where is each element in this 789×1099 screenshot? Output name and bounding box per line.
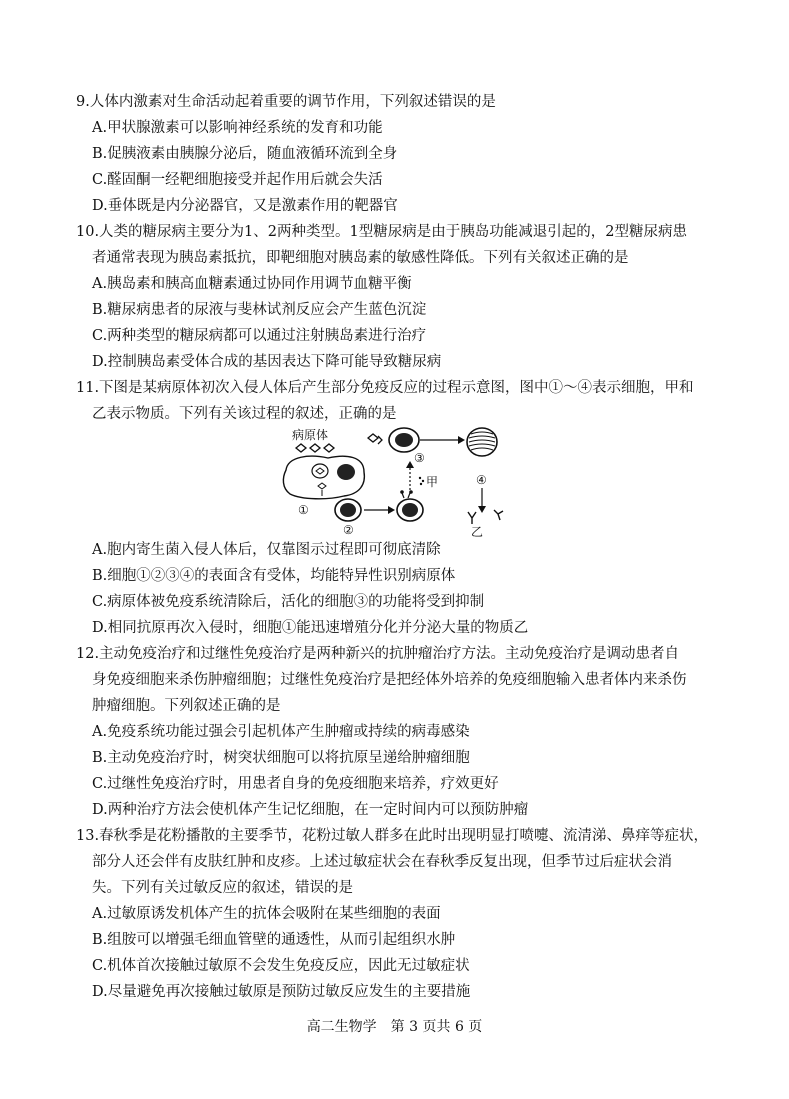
cell-4-label: ④ <box>476 473 487 487</box>
q10-option-c: C.两种类型的糖尿病都可以通过注射胰岛素进行治疗 <box>92 328 427 344</box>
page-footer: 高二生物学 第 3 页共 6 页 <box>306 1019 483 1035</box>
q13-stem-line3: 失。下列有关过敏反应的叙述，错误的是 <box>92 880 353 896</box>
q12-option-d: D.两种治疗方法会使机体产生记忆细胞，在一定时间内可以预防肿瘤 <box>92 802 529 818</box>
activated-cell-nucleus <box>402 503 418 517</box>
q11-stem-line1: 11.下图是某病原体初次入侵人体后产生部分免疫反应的过程示意图，图中①～④表示细胞，甲和 <box>76 380 694 396</box>
pathogen-label: 病原体 <box>292 428 329 442</box>
q13-option-c: C.机体首次接触过敏原不会发生免疫反应，因此无过敏症状 <box>92 958 470 974</box>
q12-option-b: B.主动免疫治疗时，树突状细胞可以将抗原呈递给肿瘤细胞 <box>92 750 470 766</box>
q10-stem-line1: 10.人类的糖尿病主要分为1、2两种类型。1型糖尿病是由于胰岛功能减退引起的，2型糖尿病患 <box>76 224 687 240</box>
q9-stem: 9.人体内激素对生命活动起着重要的调节作用，下列叙述错误的是 <box>76 94 496 110</box>
q13-option-a: A.过敏原诱发机体产生的抗体会吸附在某些细胞的表面 <box>92 906 441 922</box>
cell-3-label: ③ <box>414 451 425 465</box>
q11-stem-line2: 乙表示物质。下列有关该过程的叙述，正确的是 <box>92 406 397 422</box>
substance-jia-dots <box>419 477 424 485</box>
q12-stem-line3: 肿瘤细胞。下列叙述正确的是 <box>92 698 281 714</box>
q13-stem-line2: 部分人还会伴有皮肤红肿和皮疹。上述过敏症状会在春秋季反复出现，但季节过后症状会消 <box>92 854 672 870</box>
q11-option-b: B.细胞①②③④的表面含有受体，均能特异性识别病原体 <box>92 568 456 584</box>
jia-label: 甲 <box>426 475 439 489</box>
cell-2-nucleus <box>340 503 356 517</box>
cell-1-label: ① <box>298 503 309 517</box>
q13-option-d: D.尽量避免再次接触过敏原是预防过敏反应发生的主要措施 <box>92 984 471 1000</box>
q12-stem-line1: 12.主动免疫治疗和过继性免疫治疗是两种新兴的抗肿瘤治疗方法。主动免疫治疗是调动患者自 <box>76 646 680 662</box>
immune-response-diagram <box>280 426 530 538</box>
pathogen-particles <box>296 444 334 452</box>
q9-option-b: B.促胰液素由胰腺分泌后，随血液循环流到全身 <box>92 146 398 162</box>
q13-stem-line1: 13.春秋季是花粉播散的主要季节，花粉过敏人群多在此时出现明显打喷嚏、流清涕、鼻痒等症状， <box>76 828 709 844</box>
q11-option-c: C.病原体被免疫系统清除后，活化的细胞③的功能将受到抑制 <box>92 594 485 610</box>
cell-1-nucleus <box>337 464 355 480</box>
q11-option-a: A.胞内寄生菌入侵人体后，仅靠图示过程即可彻底清除 <box>92 542 441 558</box>
q12-option-a: A.免疫系统功能过强会引起机体产生肿瘤或持续的病毒感染 <box>92 724 470 740</box>
q9-option-a: A.甲状腺激素可以影响神经系统的发育和功能 <box>92 120 383 136</box>
q9-option-c: C.醛固酮一经靶细胞接受并起作用后就会失活 <box>92 172 383 188</box>
q10-stem-line2: 者通常表现为胰岛素抵抗，即靶细胞对胰岛素的敏感性降低。下列有关叙述正确的是 <box>92 250 629 266</box>
q10-option-b: B.糖尿病患者的尿液与斐林试剂反应会产生蓝色沉淀 <box>92 302 427 318</box>
q13-option-b: B.组胺可以增强毛细血管壁的通透性，从而引起组织水肿 <box>92 932 456 948</box>
q12-stem-line2: 身免疫细胞来杀伤肿瘤细胞；过继性免疫治疗是把经体外培养的免疫细胞输入患者体内来杀伤 <box>92 672 687 688</box>
antibody-yi <box>468 510 503 524</box>
q11-option-d: D.相同抗原再次入侵时，细胞①能迅速增殖分化并分泌大量的物质乙 <box>92 620 529 636</box>
q10-option-a: A.胰岛素和胰高血糖素通过协同作用调节血糖平衡 <box>92 276 412 292</box>
cell-2-label: ② <box>343 523 354 537</box>
q10-option-d: D.控制胰岛素受体合成的基因表达下降可能导致糖尿病 <box>92 354 442 370</box>
q12-option-c: C.过继性免疫治疗时，用患者自身的免疫细胞来培养，疗效更好 <box>92 776 499 792</box>
yi-label: 乙 <box>471 525 484 538</box>
q9-option-d: D.垂体既是内分泌器官，又是激素作用的靶器官 <box>92 198 398 214</box>
cell-3-nucleus <box>395 433 413 447</box>
vesicle <box>312 464 328 478</box>
